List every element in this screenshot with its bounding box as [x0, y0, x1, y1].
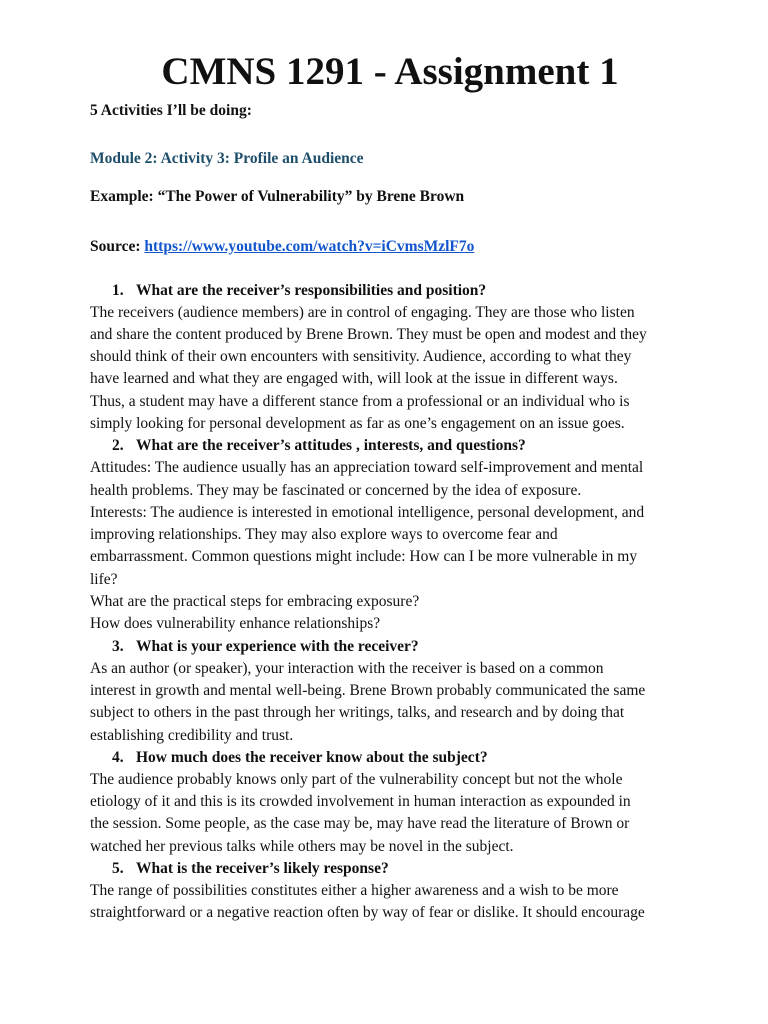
answer-3	[90, 658, 690, 747]
answer-line: and share the content produced by Brene Brown. They must be open and modest and they	[90, 325, 647, 343]
question-number: 4.	[112, 748, 124, 766]
answer-line: health problems. They may be fascinated or concerned by the idea of exposure.	[90, 481, 582, 499]
module-heading: Module 2: Activity 3: Profile an Audience	[90, 150, 364, 167]
answer-line: etiology of it and this is its crowded involvement in human interaction as expounded in	[90, 793, 631, 811]
answer-line: straightforward or a negative reaction often by way of fear or dislike. It should encourage	[90, 904, 645, 922]
answer-line: How does vulnerability enhance relationships?	[90, 615, 381, 633]
answer-line: embarrassment. Common questions might include: How can I be more vulnerable in my	[90, 548, 638, 566]
answer-4	[90, 769, 690, 858]
question-number: 1.	[112, 281, 124, 299]
question-2	[90, 435, 690, 457]
question-text: How much does the receiver know about the subject?	[136, 748, 488, 766]
example-line: Example: “The Power of Vulnerability” by Brene Brown	[90, 187, 465, 205]
answer-line: establishing credibility and trust.	[90, 726, 294, 744]
answer-line: Attitudes: The audience usually has an appreciation toward self-improvement and mental	[90, 459, 644, 477]
answer-line: The audience probably knows only part of the vulnerability concept but not the whole	[90, 770, 623, 788]
question-number: 2.	[112, 437, 124, 455]
question-4	[90, 747, 690, 769]
answer-1	[90, 302, 690, 436]
answer-line: As an author (or speaker), your interaction with the receiver is based on a common	[90, 659, 604, 677]
answer-2	[90, 457, 690, 635]
answer-line: improving relationships. They may also explore ways to overcome fear and	[90, 526, 558, 544]
question-text: What is the receiver’s likely response?	[136, 860, 389, 878]
question-text: What is your experience with the receiver?	[136, 637, 419, 655]
activities-heading: 5 Activities I’ll be doing:	[90, 102, 252, 119]
document-title: CMNS 1291 - Assignment 1	[161, 50, 619, 93]
answer-line: The receivers (audience members) are in control of engaging. They are those who listen	[90, 303, 635, 321]
answer-5	[90, 880, 690, 925]
answer-line: Thus, a student may have a different stance from a professional or an individual who is	[90, 392, 630, 410]
answer-line: The range of possibilities constitutes either a higher awareness and a wish to be more	[90, 882, 619, 900]
source-label: Source:	[90, 237, 145, 255]
answer-line: subject to others in the past through her writings, talks, and research and by doing that	[90, 704, 625, 722]
question-3	[90, 636, 690, 658]
source-link[interactable]: https://www.youtube.com/watch?v=iCvmsMzlF7o	[144, 237, 475, 255]
question-number: 5.	[112, 860, 124, 878]
question-1	[90, 280, 690, 302]
answer-line: interest in growth and mental well-being. Brene Brown probably communicated the same	[90, 681, 646, 699]
source-line	[90, 236, 690, 258]
answer-line: life?	[90, 570, 118, 588]
question-number: 3.	[112, 637, 124, 655]
question-text: What are the receiver’s responsibilities and position?	[136, 281, 487, 299]
answer-line: have learned and what they are engaged with, will look at the issue in different ways.	[90, 370, 618, 388]
answer-line: Interests: The audience is interested in emotional intelligence, personal development, and	[90, 503, 645, 521]
answer-line: What are the practical steps for embracing exposure?	[90, 593, 420, 611]
answer-line: the session. Some people, as the case may be, may have read the literature of Brown or	[90, 815, 630, 833]
document-page	[90, 44, 690, 925]
question-5	[90, 858, 690, 880]
answer-line: should think of their own encounters with sensitivity. Audience, according to what they	[90, 348, 632, 366]
answer-line: simply looking for personal development as far as one’s engagement on an issue goes.	[90, 414, 625, 432]
question-text: What are the receiver’s attitudes , interests, and questions?	[136, 437, 526, 455]
answer-line: watched her previous talks while others may be novel in the subject.	[90, 837, 514, 855]
